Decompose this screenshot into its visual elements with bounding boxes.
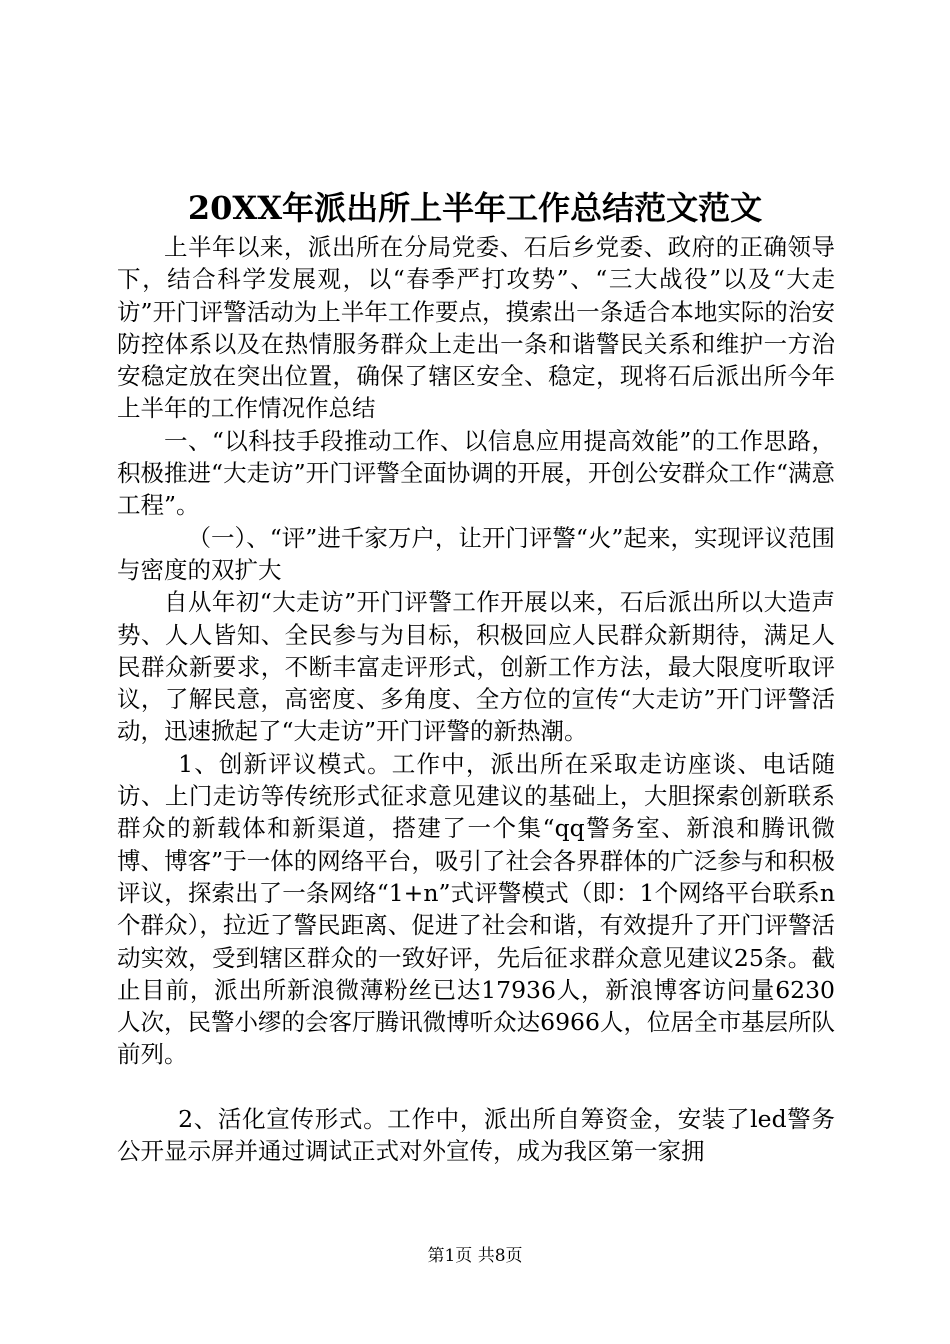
document-title: 20XX年派出所上半年工作总结范文范文: [187, 189, 763, 227]
paragraph-section-one: 一、“以科技手段推动工作、以信息应用提高效能”的工作思路，积极推进“大走访”开门评警全面协调的开展，开创公安群众工作“满意工程”。: [117, 426, 835, 520]
paragraph-item-one: 1、创新评议模式。工作中，派出所在采取走访座谈、电话随访、上门走访等传统形式征求意见建议的基础上，大胆探索创新联系群众的新载体和新渠道，搭建了一个集“qq警务室、新浪和腾讯微博、博客”于一体的网络平台，吸引了社会各界群体的广泛参与和积极评议，探索出了一条网络“1+n”式评警模式（即：1个网络平台联系n个群众），拉近了警民距离、促进了社会和谐，有效提升了开门评警活动实效，受到辖区群众的一致好评，先后征求群众意见建议25条。截止目前，派出所新浪微薄粉丝已达17936人，新浪博客访问量6230人次，民警小缪的会客厅腾讯微博听众达6966人，位居全市基层所队前列。: [117, 749, 835, 1069]
paragraph-item-two: 2、活化宣传形式。工作中，派出所自筹资金，安装了led警务公开显示屏并通过调试正式对外宣传，成为我区第一家拥: [117, 1104, 835, 1166]
page-footer: 第1页 共8页: [427, 1246, 523, 1266]
paragraph-subsection-one: （一）、“评”进千家万户，让开门评警“火”起来，实现评议范围与密度的双扩大: [117, 523, 835, 584]
paragraph-intro: 上半年以来，派出所在分局党委、石后乡党委、政府的正确领导下，结合科学发展观，以“春季严打攻势”、“三大战役”以及“大走访”开门评警活动为上半年工作要点，摸索出一条适合本地实际的治安防控体系以及在热情服务群众上走出一条和谐警民关系和维护一方治安稳定放在突出位置，确保了辖区安全、稳定，现将石后派出所今年上半年的工作情况作总结: [117, 233, 835, 423]
paragraph-gap: [117, 1071, 835, 1103]
paragraph-visit-overview: 自从年初“大走访”开门评警工作开展以来，石后派出所以大造声势、人人皆知、全民参与为目标，积极回应人民群众新期待，满足人民群众新要求，不断丰富走评形式，创新工作方法，最大限度听取评议，了解民意，高密度、多角度、全方位的宣传“大走访”开门评警活动，迅速掀起了“大走访”开门评警的新热潮。: [117, 588, 835, 746]
document-body: [117, 231, 835, 1167]
